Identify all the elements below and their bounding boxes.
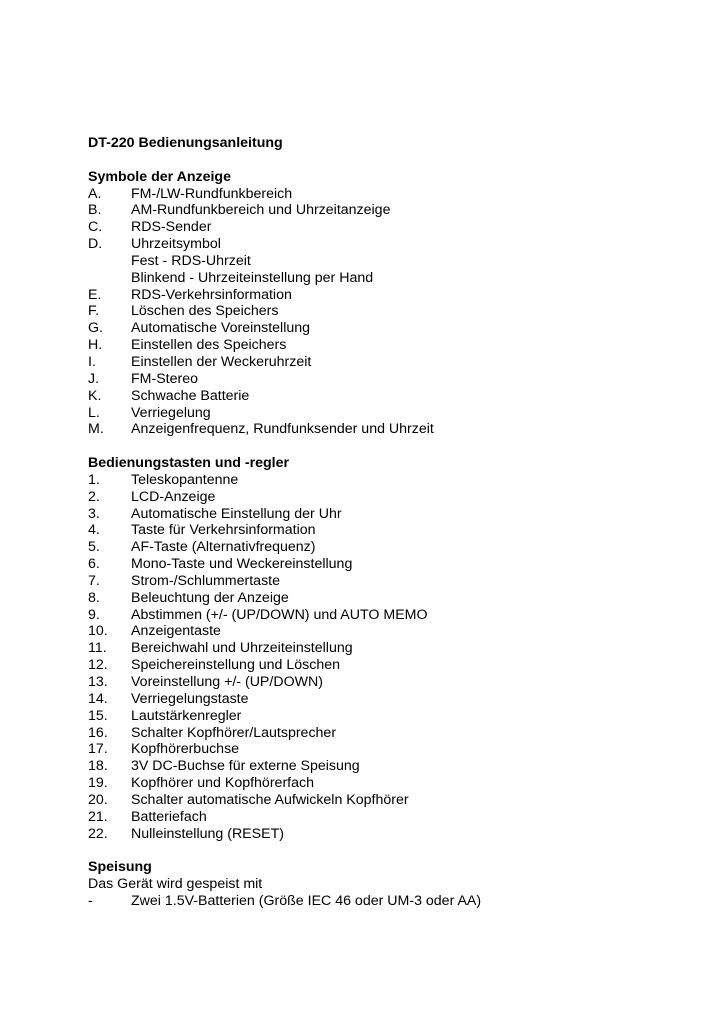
list-item-text: Zwei 1.5V-Batterien (Größe IEC 46 oder UM-3 oder AA) [131,892,482,909]
section-heading-controls: Bedienungstasten und -regler [88,455,290,472]
list-item [88,725,688,742]
symbols-list [88,186,688,439]
list-item [88,219,688,236]
list-item [88,388,688,405]
list-item [88,186,688,203]
controls-list [88,472,688,843]
list-item [88,758,688,775]
list-item [88,371,688,388]
list-item-text: Verriegelungstaste [131,690,249,707]
list-item [88,287,688,304]
list-item [88,489,688,506]
document-title: DT-220 Bedienungsanleitung [88,135,283,151]
list-item-marker: 14. [88,690,108,707]
section-heading-symbols: Symbole der Anzeige [88,168,231,185]
list-item [88,708,688,725]
list-item-marker: K. [88,387,102,404]
list-item [88,573,688,590]
list-item-marker: 18. [88,758,108,775]
list-item-text: Anzeigenfrequenz, Rundfunksender und Uhrzeit [131,421,434,438]
list-item-marker: D. [88,236,103,253]
list-item [88,270,688,287]
list-item-text: Kopfhörer und Kopfhörerfach [131,775,314,792]
list-item-marker: C. [88,219,103,236]
list-item [88,893,688,910]
list-item-text: FM-/LW-Rundfunkbereich [131,185,293,202]
list-item [88,539,688,556]
list-item-marker: J. [88,370,100,387]
list-item-text: FM-Stereo [131,370,199,387]
list-item [88,607,688,624]
list-item-marker: 17. [88,741,108,758]
list-item-text: Einstellen des Speichers [131,337,287,354]
list-item [88,506,688,523]
list-item [88,320,688,337]
list-item [88,775,688,792]
spacer [88,152,688,169]
document-content [88,135,688,910]
list-item-text: Nulleinstellung (RESET) [131,825,284,842]
list-item-text: Mono-Taste und Weckereinstellung [131,556,353,573]
list-item-marker: G. [88,320,103,337]
list-item-marker: 3. [88,505,100,522]
list-item-marker: 22. [88,825,108,842]
list-item-text: AF-Taste (Alternativfrequenz) [131,539,316,556]
list-item-marker: 10. [88,623,108,640]
list-item-marker: 2. [88,488,100,505]
power-list [88,893,688,910]
list-item-text: Schalter automatische Aufwickeln Kopfhörer [131,791,409,808]
list-item [88,303,688,320]
list-item-text: Uhrzeitsymbol [131,236,221,253]
list-item-text: Bereichwahl und Uhrzeiteinstellung [131,640,353,657]
list-item-text: RDS-Sender [131,219,212,236]
list-item-marker: 4. [88,522,100,539]
list-item-marker: F. [88,303,100,320]
list-item [88,556,688,573]
list-item [88,522,688,539]
list-item [88,691,688,708]
list-item-text: Strom-/Schlummertaste [131,572,281,589]
list-item [88,202,688,219]
list-item [88,809,688,826]
list-item-marker: M. [88,421,104,438]
spacer [88,438,688,455]
list-item-marker: 8. [88,589,100,606]
list-item-marker: 5. [88,539,100,556]
list-item-marker: 1. [88,471,100,488]
list-item [88,640,688,657]
list-item [88,657,688,674]
list-item-text: Verriegelung [131,404,211,421]
list-item-text: Speichereinstellung und Löschen [131,657,341,674]
list-item [88,421,688,438]
list-item-text: LCD-Anzeige [131,488,216,505]
list-item [88,741,688,758]
list-item [88,674,688,691]
list-item-text: Voreinstellung +/- (UP/DOWN) [131,674,323,690]
spacer [88,842,688,859]
list-item [88,792,688,809]
list-item-marker: - [88,892,93,909]
list-item-marker: 9. [88,606,100,623]
list-item-marker: 6. [88,556,100,573]
list-item-text: Automatische Einstellung der Uhr [131,505,342,522]
list-item-marker: 16. [88,724,108,741]
list-item-text: RDS-Verkehrsinformation [131,286,292,303]
list-item-text: Löschen des Speichers [131,303,279,320]
list-item-marker: E. [88,286,102,303]
list-item-marker: 13. [88,674,108,690]
list-item-text: Schwache Batterie [131,387,250,404]
list-item [88,236,688,253]
list-item-marker: H. [88,337,103,354]
list-item-text: Automatische Voreinstellung [131,320,311,337]
list-item-marker: 21. [88,808,108,825]
list-item-marker: 7. [88,572,100,589]
list-item-text: Anzeigentaste [131,623,221,640]
list-item-text: Beleuchtung der Anzeige [131,589,289,606]
list-item-text: Kopfhörerbuchse [131,741,240,758]
list-item [88,337,688,354]
list-item [88,253,688,270]
list-item-text: Lautstärkenregler [131,707,242,724]
list-item-text: Einstellen der Weckeruhrzeit [131,353,312,370]
list-item-marker: B. [88,202,102,219]
list-item-marker: 12. [88,657,108,674]
list-item-text: Blinkend - Uhrzeiteinstellung per Hand [131,269,374,286]
list-item-text: Batteriefach [131,808,207,825]
list-item-text: Fest - RDS-Uhrzeit [131,252,251,269]
list-item-text: AM-Rundfunkbereich und Uhrzeitanzeige [131,202,391,219]
list-item [88,472,688,489]
list-item [88,623,688,640]
list-item-text: Teleskopantenne [131,471,239,488]
list-item [88,590,688,607]
list-item-marker: 15. [88,707,108,724]
list-item [88,405,688,422]
list-item-text: Schalter Kopfhörer/Lautsprecher [131,724,337,741]
list-item-marker: I. [88,353,96,370]
list-item-text: 3V DC-Buchse für externe Speisung [131,758,360,775]
section-heading-power: Speisung [88,859,152,876]
list-item [88,826,688,843]
power-intro: Das Gerät wird gespeist mit [88,876,263,893]
list-item [88,354,688,371]
list-item-text: Taste für Verkehrsinformation [131,522,316,539]
list-item-marker: 20. [88,791,108,808]
list-item-text: Abstimmen (+/- (UP/DOWN) und AUTO MEMO [131,606,428,623]
list-item-marker: 11. [88,640,107,657]
list-item-marker: L. [88,404,100,421]
list-item-marker: A. [88,185,102,202]
list-item-marker: 19. [88,775,108,792]
